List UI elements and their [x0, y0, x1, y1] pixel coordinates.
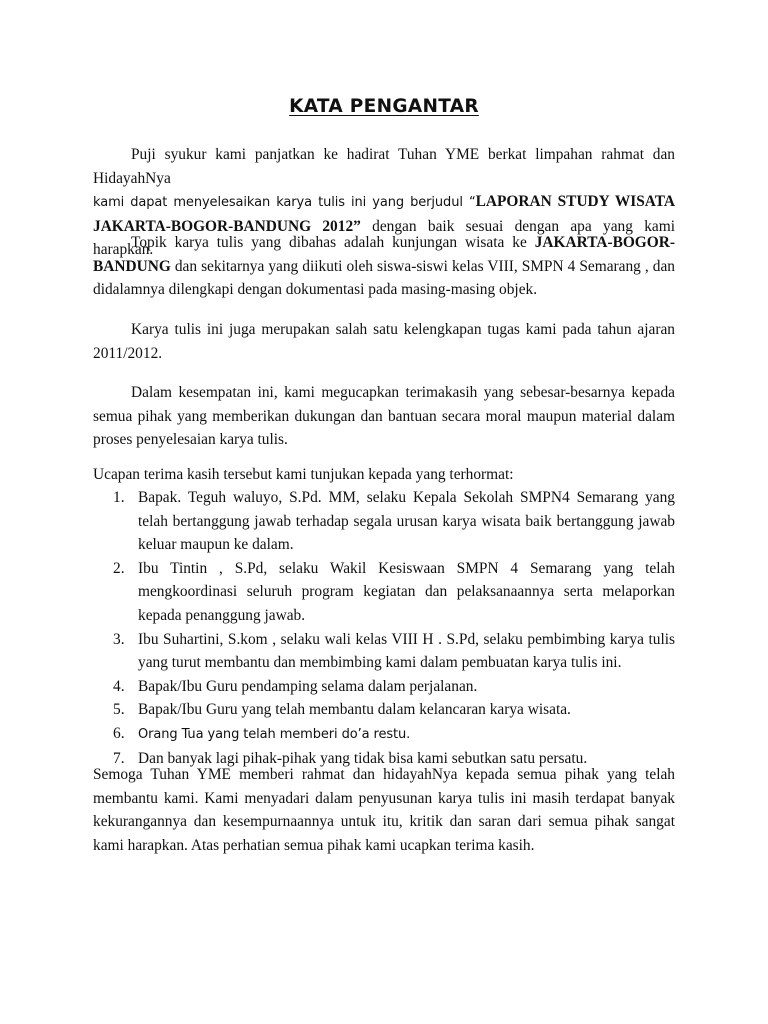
list-number: 1.: [113, 489, 125, 506]
list-item-text: Ibu Suhartini, S.kom , selaku wali kelas VIII H . S.Pd, selaku pembimbing karya tulis yang turut membantu dan membimbing kami dalam pembuatan karya tulis ini.: [138, 630, 675, 672]
list-item-text: Orang Tua yang telah memberi do’a restu.: [138, 726, 411, 742]
list-item: [93, 722, 675, 747]
paragraph-topic-tail: dan sekitarnya yang diikuti oleh siswa-siswi kelas VIII, SMPN 4 Semarang , dan didalamnya dilengkapi dengan dokumentasi pada masing-masing objek.: [93, 257, 675, 299]
list-item-text: Bapak/Ibu Guru pendamping selama dalam perjalanan.: [138, 677, 478, 695]
paragraph-topic-text: Topik karya tulis yang dibahas adalah kunjungan wisata ke: [131, 234, 535, 251]
list-number: 3.: [113, 630, 125, 648]
list-item-text: Bapak. Teguh waluyo, S.Pd. MM, selaku Kepala Sekolah SMPN4 Semarang yang telah bertanggung jawab terhadap segala urusan karya wisata baik bertanggung jawab keluar maupun ke dalam.: [138, 489, 675, 554]
recipients-list: [93, 486, 675, 770]
list-item-text: Dan banyak lagi pihak-pihak yang tidak bisa kami sebutkan satu persatu.: [138, 749, 588, 767]
paragraph-opening-tail: dengan baik sesuai dengan apa yang kami harapkan.: [93, 217, 675, 259]
list-item: [93, 486, 675, 557]
paragraph-closing: Semoga Tuhan YME memberi rahmat dan hidayahNya kepada semua pihak yang telah membantu kami. Kami menyadari dalam penyusunan karya tulis ini masih terdapat banyak kekurangannya dan kesempurnaannya untuk itu, kritik dan saran dari semua pihak sangat kami harapkan. Atas perhatian semua pihak kami ucapkan terima kasih.: [93, 766, 675, 854]
list-number: 2.: [113, 559, 125, 577]
list-number: 5.: [113, 701, 125, 719]
list-item-text: Bapak/Ibu Guru yang telah membantu dalam kelancaran karya wisata.: [138, 701, 571, 719]
paragraph-opening-sans-text: kami dapat menyelesaikan karya tulis ini yang berjudul “: [93, 195, 476, 211]
list-number: 6.: [113, 724, 125, 742]
list-item-text: Ibu Tintin , S.Pd, selaku Wakil Kesiswaan SMPN 4 Semarang yang telah mengkoordinasi seluruh program kegiatan dan pelaksanaannya serta melaporkan kepada penanggung jawab.: [138, 559, 675, 624]
destination-name: JAKARTA-BOGOR-BANDUNG: [93, 234, 675, 275]
paragraph-thanks: Dalam kesempatan ini, kami megucapkan terimakasih yang sebesar-besarnya kepada semua pihak yang memberikan dukungan dan bantuan secara moral maupun material dalam proses penyelesaian karya tulis.: [93, 384, 675, 449]
report-title: LAPORAN STUDY WISATA JAKARTA-BOGOR-BANDUNG 2012”: [93, 193, 675, 235]
paragraph-recipients-intro: Ucapan terima kasih tersebut kami tunjukan kepada yang terhormat:: [93, 466, 514, 483]
list-item: [93, 675, 675, 699]
list-item: [93, 557, 675, 628]
list-number: 7.: [113, 749, 125, 767]
page-title: KATA PENGANTAR: [289, 96, 479, 117]
list-number: 4.: [113, 677, 125, 695]
paragraph-opening-line1: Puji syukur kami panjatkan ke hadirat Tuhan YME berkat limpahan rahmat dan HidayahNya: [93, 146, 675, 187]
list-item: [93, 698, 675, 722]
paragraph-topic: [93, 231, 675, 302]
paragraph-assignment: Karya tulis ini juga merupakan salah satu kelengkapan tugas kami pada tahun ajaran 2011/2012.: [93, 321, 675, 362]
list-item: [93, 628, 675, 675]
